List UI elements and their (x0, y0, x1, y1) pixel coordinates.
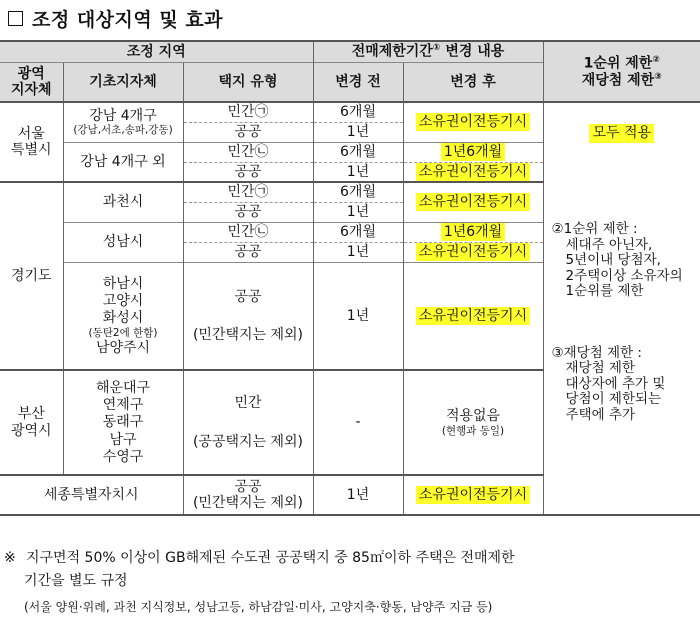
header-before: 변경 전 (313, 62, 403, 102)
type-cell: 민간㉠ (183, 102, 313, 122)
type-cell: 공공 (183, 122, 313, 142)
region-busan: 부산 광역시 (0, 370, 63, 475)
after-cell: 소유권이전등기시 (403, 475, 543, 515)
region-gyeonggi: 경기도 (0, 182, 63, 370)
footnote-line2: 기간을 별도 규정 (24, 573, 128, 589)
header-after: 변경 후 (403, 62, 543, 102)
limits-all-applied: 모두 적용 (543, 102, 700, 182)
local-sejong: 세종특별자치시 (0, 475, 183, 515)
type-cell: 민간㉡ (183, 222, 313, 242)
type-cell: 민간 (공공택지는 제외) (183, 370, 313, 475)
local-seongnam: 성남시 (63, 222, 183, 262)
before-cell: 6개월 (313, 102, 403, 122)
after-cell: 소유권이전등기시 (403, 242, 543, 262)
local-busan-group: 해운대구 연제구 동래구 남구 수영구 (63, 370, 183, 475)
local-gangnam4-out: 강남 4개구 외 (63, 142, 183, 182)
region-seoul: 서울 특별시 (0, 102, 63, 182)
title-text: 조정 대상지역 및 효과 (32, 8, 224, 31)
type-cell: 공공 (민간택지는 제외) (183, 475, 313, 515)
checkbox-square-icon (8, 11, 23, 26)
after-cell: 소유권이전등기시 (403, 162, 543, 182)
after-cell: 소유권이전등기시 (403, 182, 543, 222)
footnote-line3: (서울 양원·위례, 과천 지식정보, 성남고등, 하남감일·미사, 고양지축·향동, 남양주 지금 등) (24, 600, 493, 614)
before-cell: - (313, 370, 403, 475)
header-site-type: 택지 유형 (183, 62, 313, 102)
after-cell: 소유권이전등기시 (403, 262, 543, 370)
before-cell: 1년 (313, 262, 403, 370)
header-local: 기초지자체 (63, 62, 183, 102)
type-cell: 공공 (183, 242, 313, 262)
after-cell: 1년6개월 (403, 142, 543, 162)
header-region-group: 조정 지역 (0, 41, 313, 62)
before-cell: 1년 (313, 475, 403, 515)
local-gwacheon: 과천시 (63, 182, 183, 222)
before-cell: 1년 (313, 202, 403, 222)
type-cell: 공공 (183, 162, 313, 182)
before-cell: 6개월 (313, 222, 403, 242)
before-cell: 6개월 (313, 142, 403, 162)
section-title (6, 4, 223, 32)
before-cell: 6개월 (313, 182, 403, 202)
type-cell: 공공 (183, 202, 313, 222)
footnote-line1: ※ 지구면적 50% 이상이 GB해제된 수도권 공공택지 중 85㎡이하 주택은 전매제한 (4, 550, 515, 566)
local-gangnam4: 강남 4개구 (강남,서초,송파,강동) (63, 102, 183, 142)
type-cell: 민간㉡ (183, 142, 313, 162)
header-limit-group: 1순위 제한② 재당첨 제한③ (543, 41, 700, 102)
limits-description: ②1순위 제한 : 세대주 아닌자, 5년이내 당첨자, 2주택이상 소유자의 1순위를 제한 ③재당첨 제한 : 재당첨 제한 대상자에 추가 및 당첨이 제한되는 주택에 추가 (543, 182, 700, 515)
type-cell: 공공 (민간택지는 제외) (183, 262, 313, 370)
regulation-table (0, 40, 700, 516)
type-cell: 민간㉠ (183, 182, 313, 202)
after-cell: 소유권이전등기시 (403, 102, 543, 142)
before-cell: 1년 (313, 162, 403, 182)
after-cell: 1년6개월 (403, 222, 543, 242)
header-metro: 광역 지자체 (0, 62, 63, 102)
after-cell: 적용없음 (현행과 동일) (403, 370, 543, 475)
before-cell: 1년 (313, 242, 403, 262)
local-gyeonggi-public-group: 하남시 고양시 화성시 (동탄2에 한함) 남양주시 (63, 262, 183, 370)
header-resale-group: 전매제한기간① 변경 내용 (313, 41, 543, 62)
before-cell: 1년 (313, 122, 403, 142)
